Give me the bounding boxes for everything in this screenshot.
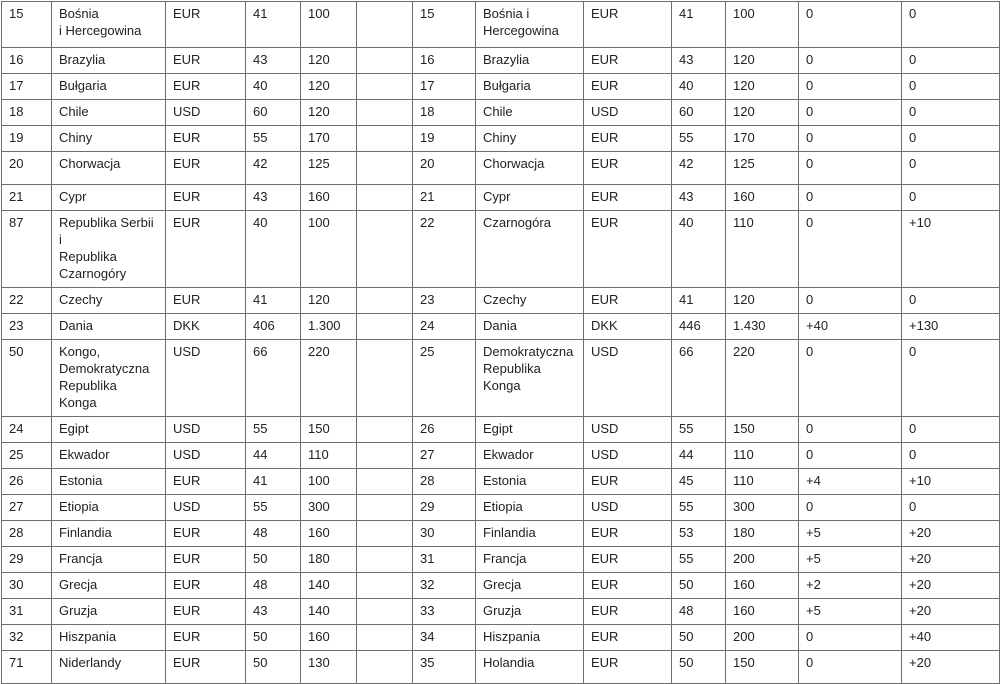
old-number-cell: 25	[2, 443, 52, 469]
new-number-cell: 17	[413, 74, 476, 100]
old-hotel-limit-cell: 100	[301, 2, 357, 48]
old-number-cell: 71	[2, 651, 52, 684]
new-number-cell: 24	[413, 314, 476, 340]
old-currency-cell: USD	[166, 417, 246, 443]
new-country-cell: Chorwacja	[476, 152, 584, 185]
old-empty-cell	[357, 74, 413, 100]
new-currency-cell: EUR	[584, 547, 672, 573]
daily-rate-change-cell: 0	[799, 417, 902, 443]
old-number-cell: 28	[2, 521, 52, 547]
old-hotel-limit-cell: 120	[301, 48, 357, 74]
old-number-cell: 17	[2, 74, 52, 100]
old-currency-cell: USD	[166, 340, 246, 417]
hotel-limit-change-cell: 0	[902, 495, 1000, 521]
new-currency-cell: EUR	[584, 74, 672, 100]
new-daily-rate-cell: 60	[672, 100, 726, 126]
old-currency-cell: EUR	[166, 288, 246, 314]
old-number-cell: 27	[2, 495, 52, 521]
old-currency-cell: EUR	[166, 651, 246, 684]
old-hotel-limit-cell: 140	[301, 573, 357, 599]
table-row	[2, 443, 1000, 469]
new-hotel-limit-cell: 200	[726, 547, 799, 573]
new-hotel-limit-cell: 110	[726, 469, 799, 495]
old-empty-cell	[357, 185, 413, 211]
old-hotel-limit-cell: 110	[301, 443, 357, 469]
new-number-cell: 29	[413, 495, 476, 521]
new-country-cell: Grecja	[476, 573, 584, 599]
old-country-cell: Estonia	[52, 469, 166, 495]
new-number-cell: 22	[413, 211, 476, 288]
old-empty-cell	[357, 211, 413, 288]
new-country-cell: Bułgaria	[476, 74, 584, 100]
old-currency-cell: EUR	[166, 74, 246, 100]
old-country-cell: Republika Serbii i Republika Czarnogóry	[52, 211, 166, 288]
old-country-cell: Gruzja	[52, 599, 166, 625]
old-country-cell: Egipt	[52, 417, 166, 443]
old-number-cell: 16	[2, 48, 52, 74]
table-row	[2, 625, 1000, 651]
old-country-cell: Chiny	[52, 126, 166, 152]
new-currency-cell: EUR	[584, 152, 672, 185]
old-daily-rate-cell: 66	[246, 340, 301, 417]
old-number-cell: 21	[2, 185, 52, 211]
new-daily-rate-cell: 43	[672, 185, 726, 211]
old-country-cell: Chorwacja	[52, 152, 166, 185]
hotel-limit-change-cell: +130	[902, 314, 1000, 340]
old-number-cell: 23	[2, 314, 52, 340]
hotel-limit-change-cell: +20	[902, 599, 1000, 625]
old-hotel-limit-cell: 130	[301, 651, 357, 684]
new-daily-rate-cell: 53	[672, 521, 726, 547]
old-empty-cell	[357, 288, 413, 314]
old-country-cell: Chile	[52, 100, 166, 126]
new-number-cell: 31	[413, 547, 476, 573]
old-currency-cell: USD	[166, 100, 246, 126]
old-country-cell: Francja	[52, 547, 166, 573]
table-row	[2, 547, 1000, 573]
new-hotel-limit-cell: 160	[726, 573, 799, 599]
old-number-cell: 22	[2, 288, 52, 314]
old-number-cell: 20	[2, 152, 52, 185]
hotel-limit-change-cell: +40	[902, 625, 1000, 651]
old-empty-cell	[357, 2, 413, 48]
old-currency-cell: USD	[166, 495, 246, 521]
hotel-limit-change-cell: 0	[902, 126, 1000, 152]
table-row	[2, 651, 1000, 684]
old-daily-rate-cell: 55	[246, 495, 301, 521]
new-number-cell: 23	[413, 288, 476, 314]
old-country-cell: Czechy	[52, 288, 166, 314]
daily-rate-change-cell: 0	[799, 48, 902, 74]
new-hotel-limit-cell: 160	[726, 185, 799, 211]
old-hotel-limit-cell: 300	[301, 495, 357, 521]
old-currency-cell: EUR	[166, 152, 246, 185]
new-country-cell: Chile	[476, 100, 584, 126]
old-empty-cell	[357, 126, 413, 152]
old-hotel-limit-cell: 120	[301, 100, 357, 126]
new-country-cell: Ekwador	[476, 443, 584, 469]
new-number-cell: 19	[413, 126, 476, 152]
old-daily-rate-cell: 40	[246, 74, 301, 100]
old-number-cell: 30	[2, 573, 52, 599]
new-currency-cell: USD	[584, 417, 672, 443]
old-empty-cell	[357, 340, 413, 417]
new-daily-rate-cell: 50	[672, 573, 726, 599]
old-number-cell: 32	[2, 625, 52, 651]
new-hotel-limit-cell: 110	[726, 443, 799, 469]
old-number-cell: 50	[2, 340, 52, 417]
table-row	[2, 152, 1000, 185]
old-daily-rate-cell: 55	[246, 417, 301, 443]
new-country-cell: Gruzja	[476, 599, 584, 625]
new-currency-cell: DKK	[584, 314, 672, 340]
hotel-limit-change-cell: 0	[902, 48, 1000, 74]
old-number-cell: 19	[2, 126, 52, 152]
old-currency-cell: USD	[166, 443, 246, 469]
old-daily-rate-cell: 50	[246, 625, 301, 651]
table-row	[2, 495, 1000, 521]
new-hotel-limit-cell: 200	[726, 625, 799, 651]
hotel-limit-change-cell: +10	[902, 469, 1000, 495]
table-row	[2, 48, 1000, 74]
old-country-cell: Finlandia	[52, 521, 166, 547]
new-daily-rate-cell: 42	[672, 152, 726, 185]
new-daily-rate-cell: 44	[672, 443, 726, 469]
new-number-cell: 20	[413, 152, 476, 185]
old-hotel-limit-cell: 160	[301, 625, 357, 651]
new-daily-rate-cell: 41	[672, 288, 726, 314]
old-number-cell: 24	[2, 417, 52, 443]
daily-rate-change-cell: 0	[799, 443, 902, 469]
new-number-cell: 33	[413, 599, 476, 625]
old-empty-cell	[357, 469, 413, 495]
old-currency-cell: EUR	[166, 48, 246, 74]
hotel-limit-change-cell: 0	[902, 2, 1000, 48]
new-number-cell: 30	[413, 521, 476, 547]
old-country-cell: Cypr	[52, 185, 166, 211]
new-currency-cell: EUR	[584, 521, 672, 547]
table-body	[2, 2, 1000, 684]
old-daily-rate-cell: 48	[246, 521, 301, 547]
daily-rate-change-cell: 0	[799, 340, 902, 417]
daily-rate-change-cell: 0	[799, 126, 902, 152]
old-number-cell: 15	[2, 2, 52, 48]
table-row	[2, 2, 1000, 48]
table-row	[2, 469, 1000, 495]
old-hotel-limit-cell: 180	[301, 547, 357, 573]
new-hotel-limit-cell: 150	[726, 651, 799, 684]
old-country-cell: Grecja	[52, 573, 166, 599]
new-daily-rate-cell: 41	[672, 2, 726, 48]
new-currency-cell: EUR	[584, 211, 672, 288]
new-number-cell: 15	[413, 2, 476, 48]
new-number-cell: 28	[413, 469, 476, 495]
old-hotel-limit-cell: 120	[301, 74, 357, 100]
new-hotel-limit-cell: 1.430	[726, 314, 799, 340]
new-hotel-limit-cell: 120	[726, 74, 799, 100]
hotel-limit-change-cell: 0	[902, 288, 1000, 314]
new-daily-rate-cell: 55	[672, 547, 726, 573]
old-daily-rate-cell: 40	[246, 211, 301, 288]
new-hotel-limit-cell: 220	[726, 340, 799, 417]
new-country-cell: Estonia	[476, 469, 584, 495]
new-hotel-limit-cell: 120	[726, 100, 799, 126]
new-daily-rate-cell: 48	[672, 599, 726, 625]
old-daily-rate-cell: 50	[246, 651, 301, 684]
new-hotel-limit-cell: 120	[726, 48, 799, 74]
old-hotel-limit-cell: 150	[301, 417, 357, 443]
old-currency-cell: EUR	[166, 547, 246, 573]
old-number-cell: 18	[2, 100, 52, 126]
new-currency-cell: EUR	[584, 126, 672, 152]
old-country-cell: Bułgaria	[52, 74, 166, 100]
daily-rate-change-cell: +40	[799, 314, 902, 340]
new-number-cell: 21	[413, 185, 476, 211]
new-currency-cell: EUR	[584, 185, 672, 211]
new-hotel-limit-cell: 170	[726, 126, 799, 152]
new-currency-cell: USD	[584, 340, 672, 417]
new-country-cell: Holandia	[476, 651, 584, 684]
hotel-limit-change-cell: 0	[902, 417, 1000, 443]
new-daily-rate-cell: 43	[672, 48, 726, 74]
new-currency-cell: EUR	[584, 48, 672, 74]
old-empty-cell	[357, 599, 413, 625]
old-hotel-limit-cell: 125	[301, 152, 357, 185]
old-daily-rate-cell: 406	[246, 314, 301, 340]
table-row	[2, 288, 1000, 314]
new-daily-rate-cell: 446	[672, 314, 726, 340]
old-number-cell: 29	[2, 547, 52, 573]
new-country-cell: Francja	[476, 547, 584, 573]
new-daily-rate-cell: 55	[672, 417, 726, 443]
new-daily-rate-cell: 45	[672, 469, 726, 495]
daily-rate-change-cell: 0	[799, 288, 902, 314]
hotel-limit-change-cell: +20	[902, 651, 1000, 684]
old-daily-rate-cell: 43	[246, 185, 301, 211]
old-empty-cell	[357, 152, 413, 185]
table-row	[2, 314, 1000, 340]
old-country-cell: Etiopia	[52, 495, 166, 521]
new-country-cell: Czechy	[476, 288, 584, 314]
new-country-cell: Czarnogóra	[476, 211, 584, 288]
new-currency-cell: USD	[584, 443, 672, 469]
new-country-cell: Bośnia i Hercegowina	[476, 2, 584, 48]
new-hotel-limit-cell: 100	[726, 2, 799, 48]
old-empty-cell	[357, 417, 413, 443]
new-country-cell: Chiny	[476, 126, 584, 152]
old-empty-cell	[357, 48, 413, 74]
new-number-cell: 18	[413, 100, 476, 126]
old-country-cell: Hiszpania	[52, 625, 166, 651]
new-currency-cell: EUR	[584, 599, 672, 625]
new-country-cell: Dania	[476, 314, 584, 340]
new-country-cell: Brazylia	[476, 48, 584, 74]
daily-rate-change-cell: 0	[799, 74, 902, 100]
old-daily-rate-cell: 41	[246, 2, 301, 48]
old-number-cell: 26	[2, 469, 52, 495]
daily-rate-change-cell: +2	[799, 573, 902, 599]
old-empty-cell	[357, 547, 413, 573]
old-currency-cell: EUR	[166, 469, 246, 495]
old-daily-rate-cell: 44	[246, 443, 301, 469]
daily-rate-change-cell: +4	[799, 469, 902, 495]
new-hotel-limit-cell: 125	[726, 152, 799, 185]
table-row	[2, 74, 1000, 100]
table-row	[2, 211, 1000, 288]
hotel-limit-change-cell: +20	[902, 547, 1000, 573]
old-hotel-limit-cell: 160	[301, 521, 357, 547]
new-number-cell: 16	[413, 48, 476, 74]
table-row	[2, 100, 1000, 126]
old-daily-rate-cell: 60	[246, 100, 301, 126]
old-daily-rate-cell: 41	[246, 288, 301, 314]
new-country-cell: Cypr	[476, 185, 584, 211]
old-daily-rate-cell: 48	[246, 573, 301, 599]
old-hotel-limit-cell: 1.300	[301, 314, 357, 340]
new-hotel-limit-cell: 300	[726, 495, 799, 521]
hotel-limit-change-cell: 0	[902, 100, 1000, 126]
new-daily-rate-cell: 40	[672, 74, 726, 100]
old-empty-cell	[357, 443, 413, 469]
new-currency-cell: EUR	[584, 573, 672, 599]
hotel-limit-change-cell: +20	[902, 573, 1000, 599]
old-hotel-limit-cell: 100	[301, 469, 357, 495]
new-daily-rate-cell: 40	[672, 211, 726, 288]
new-currency-cell: EUR	[584, 651, 672, 684]
daily-rate-change-cell: +5	[799, 547, 902, 573]
old-country-cell: Brazylia	[52, 48, 166, 74]
new-currency-cell: USD	[584, 100, 672, 126]
daily-rate-change-cell: 0	[799, 152, 902, 185]
old-currency-cell: EUR	[166, 211, 246, 288]
old-country-cell: Kongo, Demokratyczna Republika Konga	[52, 340, 166, 417]
daily-rate-change-cell: +5	[799, 599, 902, 625]
table-row	[2, 573, 1000, 599]
daily-rate-change-cell: 0	[799, 100, 902, 126]
old-hotel-limit-cell: 120	[301, 288, 357, 314]
hotel-limit-change-cell: 0	[902, 74, 1000, 100]
new-number-cell: 34	[413, 625, 476, 651]
new-country-cell: Hiszpania	[476, 625, 584, 651]
new-hotel-limit-cell: 160	[726, 599, 799, 625]
daily-rate-change-cell: 0	[799, 185, 902, 211]
new-currency-cell: EUR	[584, 288, 672, 314]
old-number-cell: 31	[2, 599, 52, 625]
old-currency-cell: EUR	[166, 625, 246, 651]
old-empty-cell	[357, 651, 413, 684]
old-daily-rate-cell: 43	[246, 48, 301, 74]
new-country-cell: Finlandia	[476, 521, 584, 547]
old-hotel-limit-cell: 170	[301, 126, 357, 152]
hotel-limit-change-cell: +20	[902, 521, 1000, 547]
new-daily-rate-cell: 66	[672, 340, 726, 417]
old-currency-cell: EUR	[166, 2, 246, 48]
new-currency-cell: EUR	[584, 2, 672, 48]
new-number-cell: 32	[413, 573, 476, 599]
new-hotel-limit-cell: 180	[726, 521, 799, 547]
old-currency-cell: DKK	[166, 314, 246, 340]
new-daily-rate-cell: 55	[672, 126, 726, 152]
daily-rate-change-cell: 0	[799, 651, 902, 684]
daily-rate-change-cell: 0	[799, 495, 902, 521]
new-currency-cell: EUR	[584, 625, 672, 651]
daily-rate-change-cell: +5	[799, 521, 902, 547]
old-country-cell: Niderlandy	[52, 651, 166, 684]
old-daily-rate-cell: 55	[246, 126, 301, 152]
old-daily-rate-cell: 41	[246, 469, 301, 495]
old-country-cell: Ekwador	[52, 443, 166, 469]
old-hotel-limit-cell: 100	[301, 211, 357, 288]
old-currency-cell: EUR	[166, 185, 246, 211]
new-daily-rate-cell: 50	[672, 651, 726, 684]
daily-rate-change-cell: 0	[799, 2, 902, 48]
new-country-cell: Egipt	[476, 417, 584, 443]
allowance-comparison-table	[1, 1, 1000, 684]
old-currency-cell: EUR	[166, 573, 246, 599]
new-country-cell: Etiopia	[476, 495, 584, 521]
old-empty-cell	[357, 521, 413, 547]
new-currency-cell: EUR	[584, 469, 672, 495]
new-country-cell: Demokratyczna Republika Konga	[476, 340, 584, 417]
hotel-limit-change-cell: 0	[902, 443, 1000, 469]
old-currency-cell: EUR	[166, 126, 246, 152]
new-number-cell: 35	[413, 651, 476, 684]
new-hotel-limit-cell: 110	[726, 211, 799, 288]
old-currency-cell: EUR	[166, 599, 246, 625]
new-currency-cell: USD	[584, 495, 672, 521]
old-number-cell: 87	[2, 211, 52, 288]
hotel-limit-change-cell: 0	[902, 185, 1000, 211]
old-country-cell: Bośnia i Hercegowina	[52, 2, 166, 48]
old-empty-cell	[357, 573, 413, 599]
new-number-cell: 26	[413, 417, 476, 443]
old-empty-cell	[357, 495, 413, 521]
table-row	[2, 126, 1000, 152]
new-daily-rate-cell: 55	[672, 495, 726, 521]
hotel-limit-change-cell: +10	[902, 211, 1000, 288]
old-hotel-limit-cell: 160	[301, 185, 357, 211]
old-empty-cell	[357, 314, 413, 340]
daily-rate-change-cell: 0	[799, 625, 902, 651]
table-row	[2, 185, 1000, 211]
hotel-limit-change-cell: 0	[902, 340, 1000, 417]
new-number-cell: 25	[413, 340, 476, 417]
table-row	[2, 417, 1000, 443]
daily-rate-change-cell: 0	[799, 211, 902, 288]
old-currency-cell: EUR	[166, 521, 246, 547]
new-number-cell: 27	[413, 443, 476, 469]
old-empty-cell	[357, 100, 413, 126]
new-hotel-limit-cell: 150	[726, 417, 799, 443]
old-daily-rate-cell: 42	[246, 152, 301, 185]
old-empty-cell	[357, 625, 413, 651]
old-daily-rate-cell: 43	[246, 599, 301, 625]
old-country-cell: Dania	[52, 314, 166, 340]
old-daily-rate-cell: 50	[246, 547, 301, 573]
hotel-limit-change-cell: 0	[902, 152, 1000, 185]
new-daily-rate-cell: 50	[672, 625, 726, 651]
table-row	[2, 340, 1000, 417]
table-row	[2, 521, 1000, 547]
table-row	[2, 599, 1000, 625]
old-hotel-limit-cell: 220	[301, 340, 357, 417]
old-hotel-limit-cell: 140	[301, 599, 357, 625]
new-hotel-limit-cell: 120	[726, 288, 799, 314]
